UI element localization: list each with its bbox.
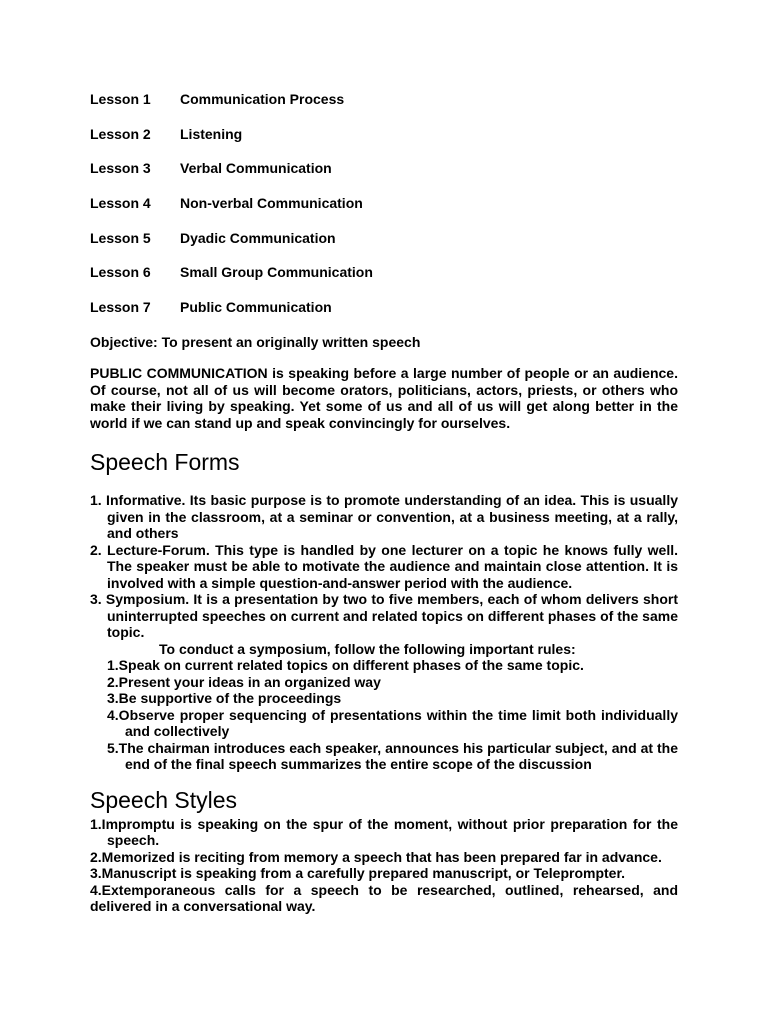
symposium-rules-intro: To conduct a symposium, follow the following important rules: — [159, 640, 576, 657]
speech-form-item: 1. Informative. Its basic purpose is to promote understanding of an idea. This is usually given in the classroom, at a seminar or convention, at a business meeting, at a rally, and others — [90, 492, 678, 542]
symposium-rule: 5.The chairman introduces each speaker, announces his particular subject, and at the end of the final speech summarizes the entire scope of the discussion — [107, 739, 678, 773]
lesson-title: Small Group Communication — [180, 264, 373, 281]
lesson-number: Lesson 7 — [90, 299, 151, 316]
speech-style-item: 3.Manuscript is speaking from a carefully prepared manuscript, or Teleprompter. — [90, 865, 626, 882]
speech-form-item: 2. Lecture-Forum. This type is handled by one lecturer on a topic he knows fully well. The speaker must be able to motivate the audience and maintain close attention. It is involved with a simple question-and-answer period with the audience. — [90, 541, 678, 591]
lesson-title: Dyadic Communication — [180, 229, 336, 246]
speech-style-item: 2.Memorized is reciting from memory a speech that has been prepared far in advance. — [90, 848, 662, 865]
speech-forms-heading: Speech Forms — [90, 449, 240, 476]
lesson-number: Lesson 4 — [90, 195, 151, 212]
lesson-title: Listening — [180, 125, 243, 142]
lesson-title: Communication Process — [180, 91, 345, 107]
document-page — [90, 91, 678, 915]
lesson-number: Lesson 5 — [90, 229, 151, 246]
lesson-row — [90, 195, 678, 230]
lesson-number: Lesson 6 — [90, 264, 151, 281]
symposium-rule: 4.Observe proper sequencing of presentations within the time limit both individually and collectively — [107, 706, 678, 740]
lesson-row — [90, 299, 678, 334]
symposium-rule: 2.Present your ideas in an organized way — [107, 673, 381, 690]
speech-styles-list — [90, 816, 678, 915]
lesson-row — [90, 126, 678, 161]
speech-form-item: 3. Symposium. It is a presentation by two to five members, each of whom delivers short uninterrupted speeches on current and related topics on different phases of the same topic. — [90, 591, 678, 641]
lesson-list — [90, 91, 678, 334]
lesson-row — [90, 160, 678, 195]
lesson-number: Lesson 2 — [90, 125, 151, 142]
lesson-title: Public Communication — [180, 299, 332, 316]
lesson-title: Non-verbal Communication — [180, 195, 363, 212]
objective-line: Objective: To present an originally written speech — [90, 333, 421, 350]
intro-paragraph: PUBLIC COMMUNICATION is speaking before a large number of people or an audience. Of course, not all of us will become orators, politicians, actors, priests, or others who make their living by speaking. Yet some of us and all of us will get along better in the world if we can stand up and speak convincingly for ourselves. — [90, 365, 678, 431]
speech-style-item: 1.Impromptu is speaking on the spur of the moment, without prior preparation for the speech. — [90, 815, 678, 849]
lesson-title: Verbal Communication — [180, 160, 332, 177]
symposium-rule: 3.Be supportive of the proceedings — [107, 690, 342, 707]
speech-styles-heading: Speech Styles — [90, 786, 238, 813]
lesson-number: Lesson 3 — [90, 160, 151, 177]
symposium-rule: 1.Speak on current related topics on different phases of the same topic. — [107, 657, 584, 674]
speech-forms-list — [90, 492, 678, 773]
lesson-row — [90, 264, 678, 299]
speech-style-item: 4.Extemporaneous calls for a speech to be researched, outlined, rehearsed, and delivered in a conversational way. — [90, 881, 678, 915]
lesson-row — [90, 230, 678, 265]
lesson-row — [90, 91, 678, 126]
lesson-number: Lesson 1 — [90, 91, 151, 107]
